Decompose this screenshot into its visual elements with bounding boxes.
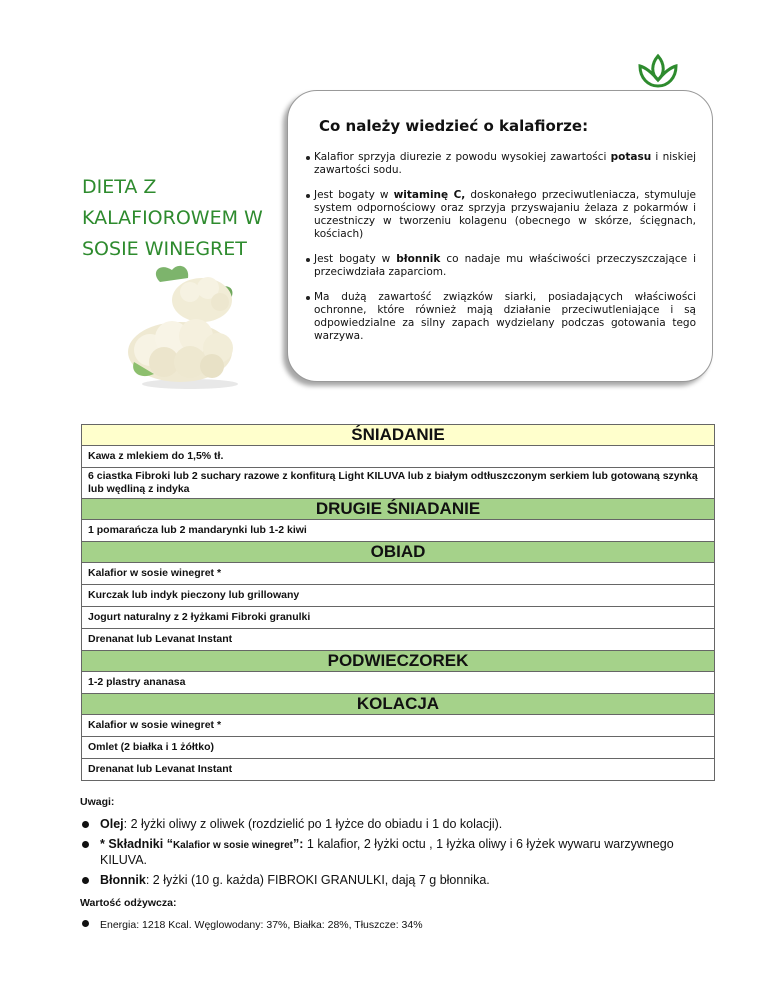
lotus-leaf-icon bbox=[636, 50, 680, 94]
table-row: Drenanat lub Levanat Instant bbox=[82, 629, 715, 651]
table-row: Kurczak lub indyk pieczony lub grillowany bbox=[82, 585, 715, 607]
info-item: Jest bogaty w błonnik co nadaje mu właściwości przeczyszczające i przeciwdziała zaparciom. bbox=[306, 253, 696, 279]
section-heading-drugie-sniadanie: DRUGIE ŚNIADANIE bbox=[82, 499, 715, 520]
nutrition-heading: Wartość odżywcza: bbox=[80, 897, 177, 909]
table-row: Kalafior w sosie winegret * bbox=[82, 715, 715, 737]
note-item-blonnik: Błonnik: 2 łyżki (10 g. każda) FIBROKI GRANULKI, dają 7 g błonnika. bbox=[80, 873, 720, 888]
info-item: Jest bogaty w witaminę C, doskonałego przeciwutleniacza, stymuluje system odpornościowy oraz sprzyja przyswajaniu żelaza z pokarmów i uczestniczy w tworzeniu kolagenu (obecnego w skórze, ścięgnach, kościach) bbox=[306, 189, 696, 241]
title-line-3: SOSIE WINEGRET bbox=[82, 238, 247, 260]
notes-heading: Uwagi: bbox=[80, 796, 115, 808]
table-row: Omlet (2 białka i 1 żółtko) bbox=[82, 737, 715, 759]
nutrition-list bbox=[80, 918, 720, 933]
nutrition-section bbox=[80, 897, 720, 938]
info-list bbox=[306, 151, 696, 355]
title-line-1: DIETA Z bbox=[82, 176, 157, 198]
nutrition-item: Energia: 1218 Kcal. Węglowodany: 37%, Białka: 28%, Tłuszcze: 34% bbox=[80, 918, 720, 933]
section-heading-sniadanie: ŚNIADANIE bbox=[82, 425, 715, 446]
note-item-olej: Olej: 2 łyżki oliwy z oliwek (rozdzielić po 1 łyżce do obiadu i 1 do kolacji). bbox=[80, 817, 720, 832]
info-title: Co należy wiedzieć o kalafiorze: bbox=[319, 117, 589, 135]
section-heading-obiad: OBIAD bbox=[82, 542, 715, 563]
table-row: Drenanat lub Levanat Instant bbox=[82, 759, 715, 781]
note-item-skladniki: * Składniki “Kalafior w sosie winegret”: 1 kalafior, 2 łyżki octu , 1 łyżka oliwy i 6 łyżek wywaru warzywnego KILUVA. bbox=[80, 837, 720, 868]
notes-list bbox=[80, 817, 720, 888]
table-row: Jogurt naturalny z 2 łyżkami Fibroki granulki bbox=[82, 607, 715, 629]
cauliflower-icon bbox=[120, 262, 260, 392]
title-line-2: KALAFIOROWEM W bbox=[82, 207, 263, 229]
table-row: 1-2 plastry ananasa bbox=[82, 672, 715, 694]
section-heading-kolacja: KOLACJA bbox=[82, 694, 715, 715]
table-row: Kalafior w sosie winegret * bbox=[82, 563, 715, 585]
meal-plan-table bbox=[81, 424, 715, 781]
info-box bbox=[287, 90, 713, 382]
table-row: 6 ciastka Fibroki lub 2 suchary razowe z konfiturą Light KILUVA lub z białym odtłuszczonym serkiem lub gotowaną szynką lub wędliną z indyka bbox=[82, 468, 715, 499]
info-item: Kalafior sprzyja diurezie z powodu wysokiej zawartości potasu i niskiej zawartości sodu. bbox=[306, 151, 696, 177]
section-heading-podwieczorek: PODWIECZOREK bbox=[82, 651, 715, 672]
page-title bbox=[82, 172, 302, 265]
table-row: 1 pomarańcza lub 2 mandarynki lub 1-2 kiwi bbox=[82, 520, 715, 542]
table-row: Kawa z mlekiem do 1,5% tł. bbox=[82, 446, 715, 468]
info-item: Ma dużą zawartość związków siarki, posiadających właściwości ochronne, które również mają działanie przeciwutleniające i są odpowiedzialne za silny zapach wydzielany podczas gotowania tego warzywa. bbox=[306, 291, 696, 343]
notes-section bbox=[80, 796, 720, 893]
